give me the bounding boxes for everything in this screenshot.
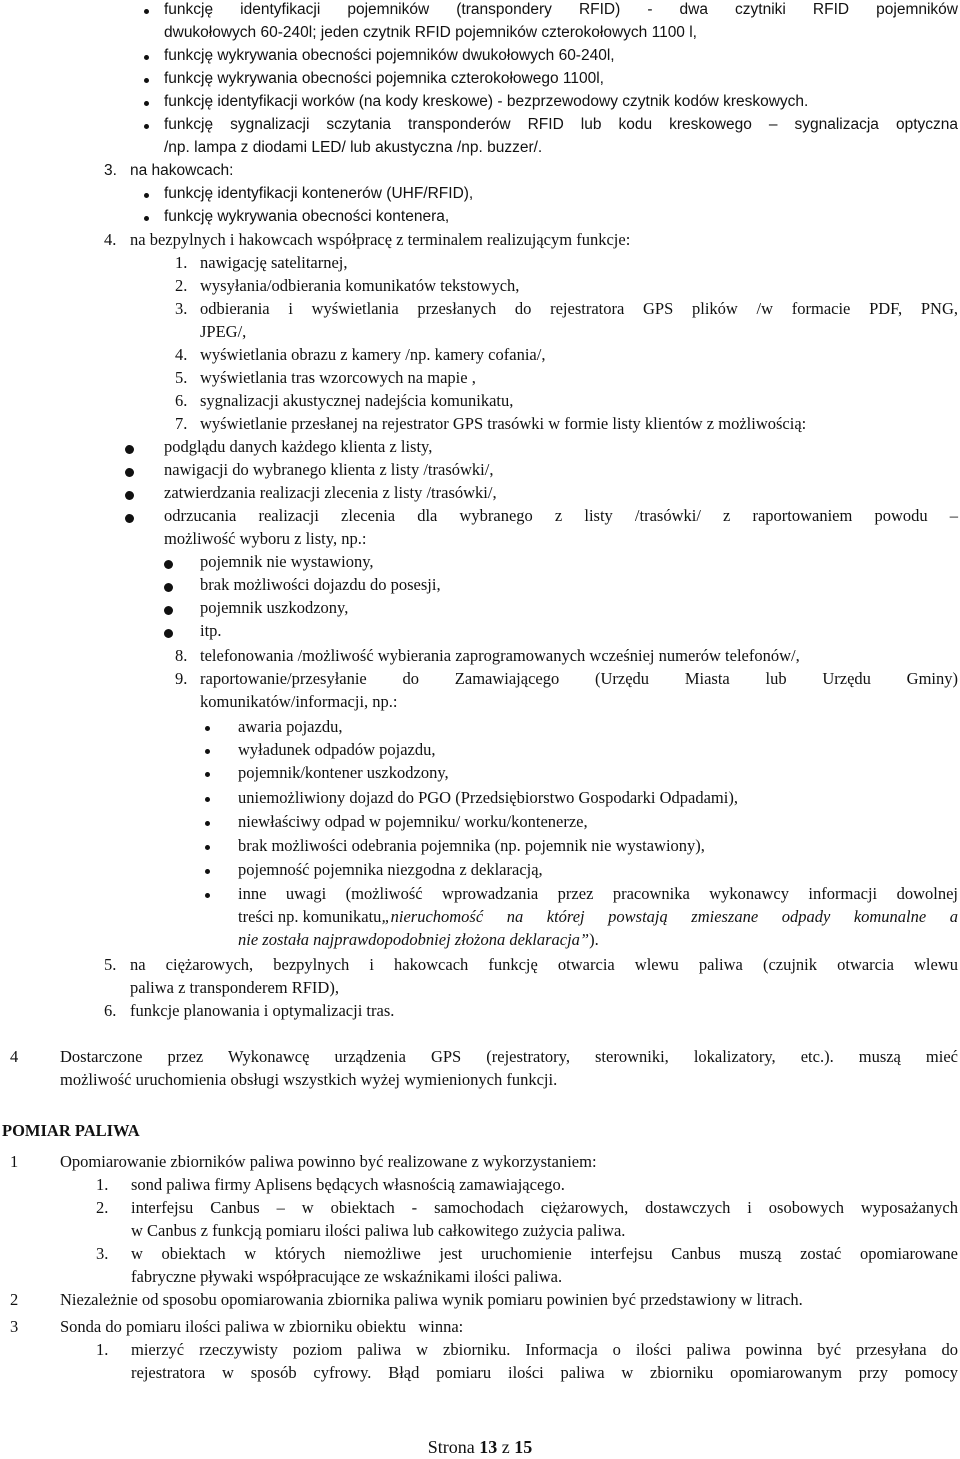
list-item: wyświetlania obrazu z kamery /np. kamery cofania/, <box>200 345 546 364</box>
item-number: 4. <box>175 345 188 364</box>
list-item: brak możliwości dojazdu do posesji, <box>200 575 441 594</box>
list-item: zatwierdzania realizacji zlecenia z listy /trasówki/, <box>164 483 497 502</box>
text-segment: treści np. komunikatu <box>238 907 382 926</box>
bullet <box>164 606 173 615</box>
item-number: 8. <box>175 646 188 665</box>
list-item: funkcję identyfikacji worków (na kody kreskowe) - bezprzewodowy czytnik kodów kreskowych. <box>164 93 809 110</box>
list-item: funkcję wykrywania obecności pojemnika czterokołowego 1100l, <box>164 70 604 87</box>
list-item-cont: dwukołowych 60-240l; jeden czytnik RFID pojemników czterokołowych 1100 l, <box>164 24 697 41</box>
list-item-cont <box>238 905 958 928</box>
list-item: podglądu danych każdego klienta z listy, <box>164 437 433 456</box>
bullet <box>144 78 149 83</box>
section-number: 3. <box>104 162 117 179</box>
footer-separator: z <box>497 1437 515 1457</box>
item-number: 3. <box>175 299 188 318</box>
list-item-cont: w Canbus z funkcją pomiaru ilości paliwa lub całkowitego zużycia paliwa. <box>131 1221 626 1240</box>
list-item: telefonowania /możliwość wybierania zaprogramowanych wcześniej numerów telefonów/, <box>200 646 800 665</box>
list-item-cont: fabryczne pływaki współpracujące ze wskaźnikami ilości paliwa. <box>131 1267 563 1286</box>
paragraph-cont: możliwość uruchomienia obsługi wszystkich wyżej wymienionych funkcji. <box>60 1070 558 1089</box>
list-item: funkcję sygnalizacji sczytania transponderów RFID lub kodu kreskowego – sygnalizacja optyczna <box>164 116 958 133</box>
section-title: na bezpylnych i hakowcach współpracę z terminalem realizującym funkcje: <box>130 230 631 249</box>
list-item: na ciężarowych, bezpylnych i hakowcach funkcję otwarcia wlewu paliwa (czujnik otwarcia wlewu <box>130 955 958 974</box>
list-item: odbierania i wyświetlania przesłanych do rejestratora GPS plików /w formacie PDF, PNG, <box>200 299 958 318</box>
item-number: 3. <box>96 1244 109 1263</box>
list-item: nawigację satelitarnej, <box>200 253 348 272</box>
list-item: pojemnik/kontener uszkodzony, <box>238 763 449 782</box>
list-item: funkcję identyfikacji pojemników (transpondery RFID) - dwa czytniki RFID pojemników <box>164 1 958 18</box>
list-item: itp. <box>200 621 222 640</box>
list-item: pojemnik nie wystawiony, <box>200 552 374 571</box>
bullet <box>125 491 134 500</box>
quoted-message: nie została najprawdopodobniej złożona deklaracja” <box>238 930 590 949</box>
bullet <box>205 749 210 754</box>
footer-label: Strona <box>427 1437 480 1457</box>
bullet <box>205 845 210 850</box>
point-number: 1 <box>10 1152 19 1171</box>
section-number: 4. <box>104 230 117 249</box>
list-item: wyświetlania tras wzorcowych na mapie , <box>200 368 476 387</box>
list-item: mierzyć rzeczywisty poziom paliwa w zbiorniku. Informacja o ilości paliwa powinna być przesyłana do <box>131 1340 958 1359</box>
paragraph: Opomiarowanie zbiorników paliwa powinno być realizowane z wykorzystaniem: <box>60 1152 597 1171</box>
bullet <box>164 629 173 638</box>
list-item: w obiektach w których niemożliwe jest uruchomienie interfejsu Canbus muszą zostać opomiarowane <box>131 1244 958 1263</box>
list-item-cont: paliwa z transponderem RFID), <box>130 978 339 997</box>
bullet <box>205 772 210 777</box>
bullet <box>205 893 210 898</box>
bullet <box>125 445 134 454</box>
list-item: uniemożliwiony dojazd do PGO (Przedsiębiorstwo Gospodarki Odpadami), <box>238 788 738 807</box>
item-number: 5. <box>175 368 188 387</box>
list-item-cont: możliwość wyboru z listy, np.: <box>164 529 367 548</box>
list-item-cont: komunikatów/informacji, np.: <box>200 692 398 711</box>
point-number: 3 <box>10 1317 19 1336</box>
list-item-cont: /np. lampa z diodami LED/ lub akustyczna /np. buzzer/. <box>164 139 543 156</box>
bullet <box>125 468 134 477</box>
list-item: funkcje planowania i optymalizacji tras. <box>130 1001 395 1020</box>
item-number: 2. <box>96 1198 109 1217</box>
item-number: 6. <box>175 391 188 410</box>
item-number: 7. <box>175 414 188 433</box>
list-item: awaria pojazdu, <box>238 717 343 736</box>
bullet <box>144 55 149 60</box>
list-item-cont: JPEG/, <box>200 322 247 341</box>
point-number: 4 <box>10 1047 19 1066</box>
list-item: raportowanie/przesyłanie do Zamawiającego (Urzędu Miasta lub Urzędu Gminy) <box>200 669 958 688</box>
list-item: wyładunek odpadów pojazdu, <box>238 740 436 759</box>
item-number: 1. <box>96 1340 109 1359</box>
list-item: sond paliwa firmy Aplisens będących własnością zamawiającego. <box>131 1175 565 1194</box>
list-item: brak możliwości odebrania pojemnika (np. pojemnik nie wystawiony), <box>238 836 705 855</box>
list-item: nawigacji do wybranego klienta z listy /trasówki/, <box>164 460 494 479</box>
list-item: funkcję wykrywania obecności kontenera, <box>164 208 450 225</box>
bullet <box>205 797 210 802</box>
section-title: na hakowcach: <box>130 162 234 179</box>
bullet <box>205 821 210 826</box>
list-item: funkcję wykrywania obecności pojemników dwukołowych 60-240l, <box>164 47 615 64</box>
paragraph: Sonda do pomiaru ilości paliwa w zbiorniku obiektu winna: <box>60 1317 464 1336</box>
current-page: 13 <box>479 1437 498 1457</box>
bullet <box>164 560 173 569</box>
section-number: 5. <box>104 955 117 974</box>
list-item: inne uwagi (możliwość wprowadzania przez pracownika wykonawcy informacji dowolnej <box>238 884 958 903</box>
list-item: funkcję identyfikacji kontenerów (UHF/RFID), <box>164 185 474 202</box>
list-item: pojemność pojemnika niezgodna z deklaracją, <box>238 860 543 879</box>
list-item: niewłaściwy odpad w pojemniku/ worku/kontenerze, <box>238 812 588 831</box>
list-item-cont <box>238 928 599 951</box>
text-segment: ). <box>589 930 599 949</box>
paragraph: Dostarczone przez Wykonawcę urządzenia GPS (rejestratory, sterowniki, lokalizatory, etc.). muszą mieć <box>60 1047 958 1066</box>
list-item: odrzucania realizacji zlecenia dla wybranego z listy /trasówki/ z raportowaniem powodu – <box>164 506 958 525</box>
item-number: 1. <box>96 1175 109 1194</box>
section-number: 6. <box>104 1001 117 1020</box>
bullet <box>205 869 210 874</box>
list-item: interfejsu Canbus – w obiektach - samochodach ciężarowych, dostawczych i osobowych wyposażanych <box>131 1198 958 1217</box>
paragraph: Niezależnie od sposobu opomiarowania zbiornika paliwa wynik pomiaru powinien być przedstawiony w litrach. <box>60 1290 803 1309</box>
list-item: wyświetlanie przesłanej na rejestrator GPS trasówki w formie listy klientów z możliwością: <box>200 414 807 433</box>
point-number: 2 <box>10 1290 19 1309</box>
total-pages: 15 <box>514 1437 533 1457</box>
bullet <box>144 193 149 198</box>
list-item: pojemnik uszkodzony, <box>200 598 349 617</box>
page-footer <box>0 1436 960 1459</box>
section-heading: POMIAR PALIWA <box>2 1121 140 1140</box>
list-item-cont: rejestratora w sposób cyfrowy. Błąd pomiaru ilości paliwa w zbiorniku opomiarowanym przy pomocy <box>131 1363 958 1382</box>
bullet <box>205 726 210 731</box>
item-number: 1. <box>175 253 188 272</box>
quoted-message: „nieruchomość na której powstają zmieszane odpady komunalne a <box>381 907 958 926</box>
list-item: sygnalizacji akustycznej nadejścia komunikatu, <box>200 391 514 410</box>
bullet <box>125 514 134 523</box>
bullet <box>164 583 173 592</box>
item-number: 2. <box>175 276 188 295</box>
bullet <box>144 9 149 14</box>
bullet <box>144 124 149 129</box>
bullet <box>144 216 149 221</box>
bullet <box>144 101 149 106</box>
list-item: wysyłania/odbierania komunikatów tekstowych, <box>200 276 520 295</box>
item-number: 9. <box>175 669 188 688</box>
